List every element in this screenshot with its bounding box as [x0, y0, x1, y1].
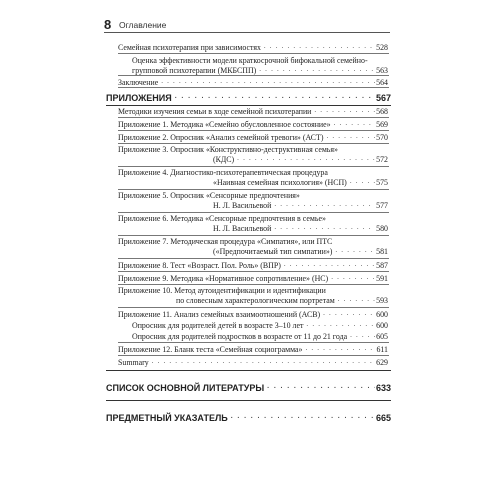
toc-entry-appendix-3[interactable]: Приложение 3. Опросник «Конструктивно-деструктивная семья» (КДС) . . . 572	[118, 145, 388, 164]
entry-rule	[118, 271, 389, 272]
toc-entry-appendix-7[interactable]: Приложение 7. Методическая процедура «Симпатия», или ПТС («Предпочитаемый тип симпатии») . . . 581	[118, 237, 388, 256]
toc-entry-appendix-8[interactable]: Приложение 8. Тест «Возраст. Пол. Роль» (ВПР) . . . 587	[118, 260, 388, 270]
page-ref: 580	[376, 224, 388, 233]
toc-entry-conclusion[interactable]: Заключение . . . 564	[118, 77, 388, 87]
page-ref: 593	[376, 296, 388, 305]
page-ref: 572	[376, 155, 388, 164]
entry-rule	[118, 355, 389, 356]
toc-entry-appendix-2[interactable]: Приложение 2. Опросник «Анализ семейной тревоги» (АСТ) . . . 570	[118, 132, 388, 142]
section-rule	[106, 370, 391, 371]
toc-entry-appendix-10[interactable]: Приложение 10. Метод аутоидентификации и идентификации по словесным характерологическим портретам . . . 593	[118, 286, 388, 305]
page-ref: 633	[375, 383, 391, 393]
entry-rule	[118, 212, 389, 213]
entry-rule	[118, 307, 389, 308]
page-header	[0, 0, 500, 36]
page-ref: 569	[376, 120, 388, 129]
entry-rule	[118, 258, 389, 259]
entry-rule	[118, 189, 389, 190]
page-ref: 600	[376, 321, 388, 330]
entry-rule	[118, 143, 389, 144]
toc-entry-methods[interactable]: Методики изучения семьи в ходе семейной психотерапии . . . 568	[118, 106, 388, 116]
toc-entry-appendix-5[interactable]: Приложение 5. Опросник «Сенсорные предпочтения» Н. Л. Васильевой . . . 577	[118, 191, 388, 210]
page-ref: 665	[375, 413, 391, 423]
toc-major-bibliography[interactable]: СПИСОК ОСНОВНОЙ ЛИТЕРАТУРЫ . . . 633	[106, 382, 391, 393]
toc-entry-summary[interactable]: Summary . . . 629	[118, 357, 388, 367]
page-ref: 528	[376, 43, 388, 52]
toc-major-index[interactable]: ПРЕДМЕТНЫЙ УКАЗАТЕЛЬ . . . 665	[106, 412, 391, 423]
toc-entry-parents-children[interactable]: Опросник для родителей детей в возрасте 3–10 лет . . . 600	[118, 320, 388, 330]
entry-rule	[118, 87, 389, 88]
page-ref: 629	[376, 358, 388, 367]
entry-rule	[118, 342, 389, 343]
toc-entry-appendix-12[interactable]: Приложение 12. Бланк теста «Семейная социограмма» . . . 611	[118, 344, 388, 354]
page-ref: 567	[375, 93, 391, 103]
page-ref: 591	[376, 274, 388, 283]
entry-rule	[118, 117, 389, 118]
entry-rule	[118, 130, 389, 131]
entry-rule	[118, 235, 389, 236]
page-ref: 575	[376, 178, 388, 187]
entry-rule	[118, 53, 389, 54]
toc-major-appendix[interactable]: ПРИЛОЖЕНИЯ . . . 567	[106, 92, 391, 103]
page-ref: 563	[376, 66, 388, 75]
page-ref: 605	[376, 332, 388, 341]
toc-entry-parents-teens[interactable]: Опросник для родителей подростков в возрасте от 11 до 21 года . . . 605	[118, 331, 388, 341]
header-rule	[104, 32, 390, 33]
page-ref: 568	[376, 107, 388, 116]
toc-entry-appendix-6[interactable]: Приложение 6. Методика «Сенсорные предпочтения в семье» Н. Л. Васильевой . . . 580	[118, 214, 388, 233]
page-ref: 564	[376, 78, 388, 87]
entry-rule	[118, 284, 389, 285]
page-ref: 600	[376, 310, 388, 319]
toc-entry-appendix-11[interactable]: Приложение 11. Анализ семейных взаимоотношений (АСВ) . . . 600	[118, 309, 388, 319]
page-ref: 581	[376, 247, 388, 256]
toc-entry-appendix-4[interactable]: Приложение 4. Диагностико-психотерапевтическая процедура «Наивная семейная психология» (НСП) . . . 575	[118, 168, 388, 187]
toc-entry-family-therapy-addiction[interactable]: Семейная психотерапия при зависимостях . . . 528	[118, 42, 388, 52]
page-ref: 611	[376, 345, 388, 354]
page-ref: 577	[376, 201, 388, 210]
toc-entry-appendix-1[interactable]: Приложение 1. Методика «Семейно обусловленное состояние» . . . 569	[118, 119, 388, 129]
page-ref: 570	[376, 133, 388, 142]
page-number: 8	[104, 17, 112, 32]
entry-rule	[118, 166, 389, 167]
section-name: Оглавление	[119, 20, 167, 30]
entry-rule	[118, 75, 389, 76]
toc-entry-appendix-9[interactable]: Приложение 9. Методика «Нормативное сопротивление» (НС) . . . 591	[118, 273, 388, 283]
page-ref: 587	[376, 261, 388, 270]
section-rule	[106, 400, 391, 401]
toc-entry-mkbspp-evaluation[interactable]: Оценка эффективности модели краткосрочной бифокальной семейно- групповой психотерапии (МКБСПП) . . . 563	[118, 56, 388, 75]
